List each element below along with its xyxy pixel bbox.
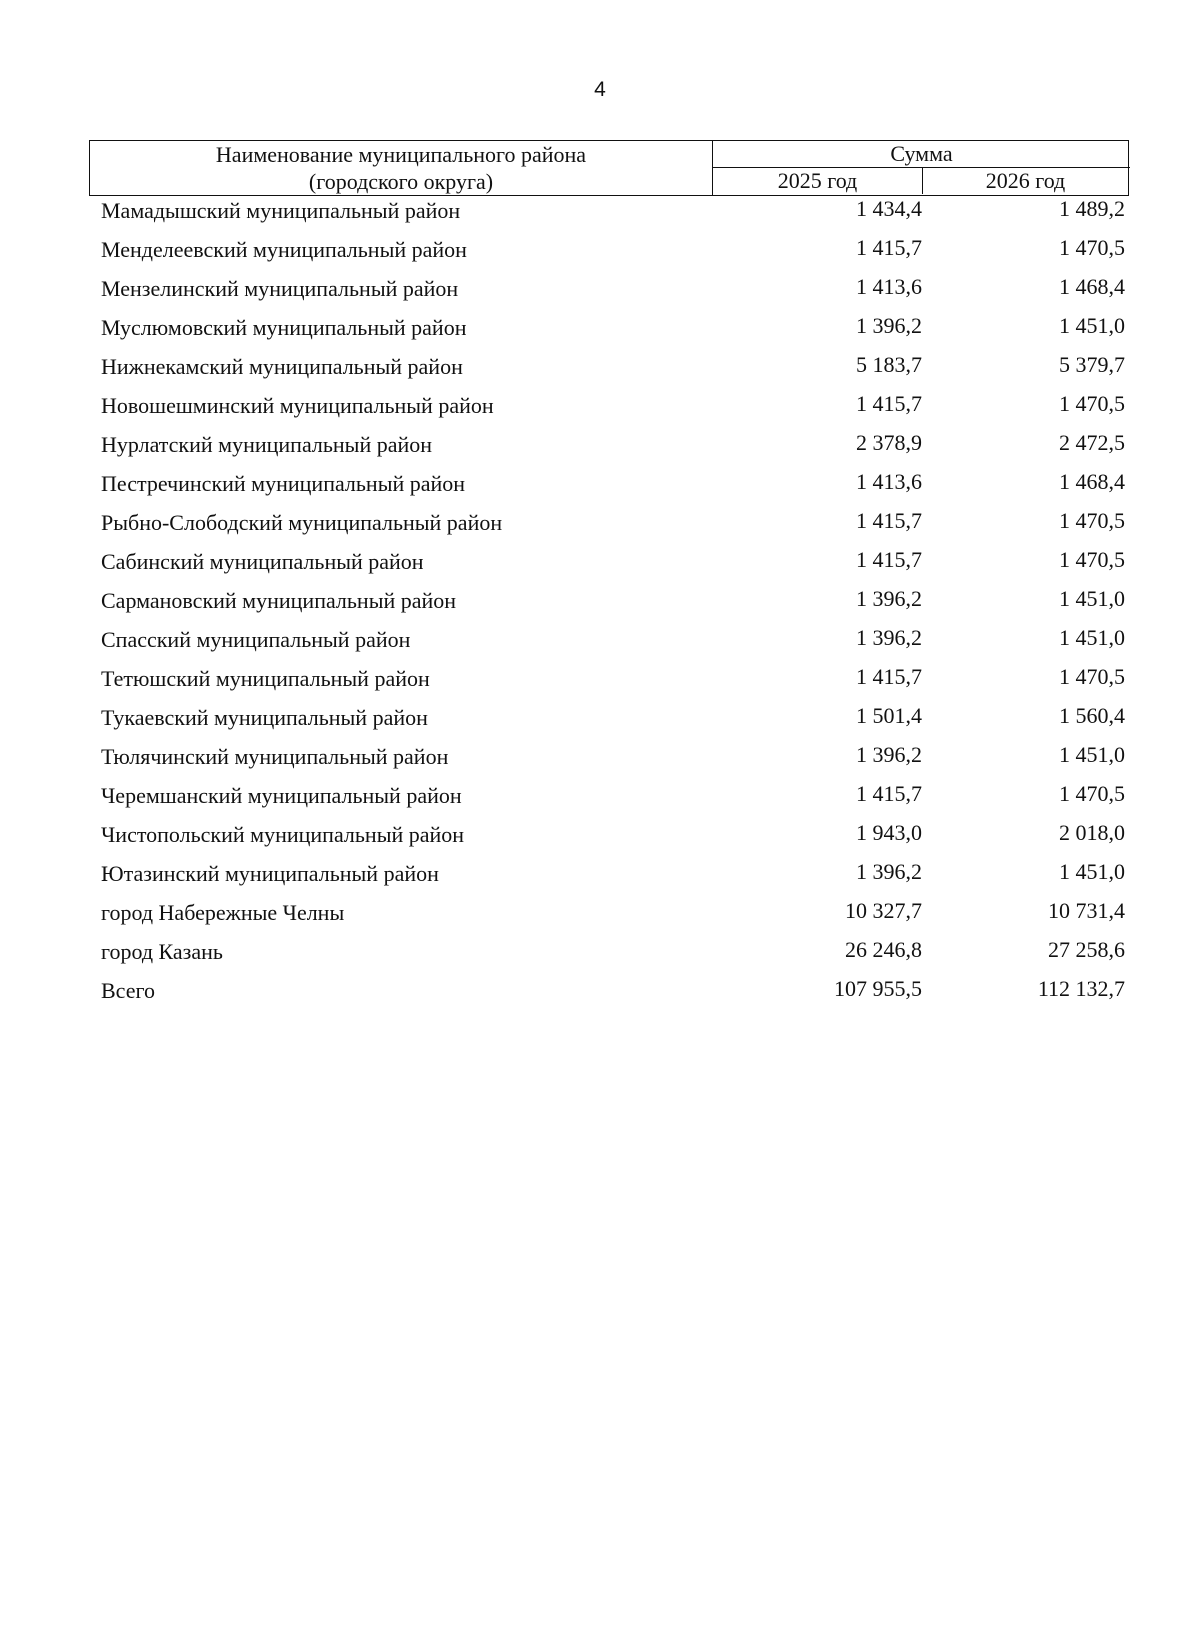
row-name: Тукаевский муниципальный район — [101, 705, 428, 730]
row-value-2026: 1 560,4 — [1059, 703, 1125, 728]
row-name: Сабинский муниципальный район — [101, 549, 424, 574]
row-value-2025: 1 415,7 — [856, 781, 922, 806]
table-row — [0, 820, 1200, 859]
row-value-2026: 2 018,0 — [1059, 820, 1125, 845]
row-value-2026: 2 472,5 — [1059, 430, 1125, 455]
table-row — [0, 781, 1200, 820]
row-value-2025: 1 396,2 — [856, 859, 922, 884]
row-name: Нурлатский муниципальный район — [101, 432, 433, 457]
table-row — [0, 937, 1200, 976]
column-header-name-line2: (городского округа) — [308, 169, 494, 194]
table-row — [0, 352, 1200, 391]
row-value-2025: 10 327,7 — [845, 898, 922, 923]
row-value-2026: 10 731,4 — [1048, 898, 1125, 923]
total-label: Всего — [101, 978, 155, 1003]
row-value-2026: 1 489,2 — [1059, 196, 1125, 221]
table-row — [0, 547, 1200, 586]
row-name: город Казань — [101, 939, 223, 964]
row-value-2026: 1 468,4 — [1059, 274, 1125, 299]
row-value-2025: 1 415,7 — [856, 391, 922, 416]
column-header-sum: Сумма — [713, 141, 1130, 168]
table-row — [0, 274, 1200, 313]
row-value-2025: 1 413,6 — [856, 274, 922, 299]
column-header-name-line1: Наименование муниципального района — [215, 142, 587, 167]
row-value-2025: 1 396,2 — [856, 742, 922, 767]
table-row — [0, 898, 1200, 937]
row-name: Тетюшский муниципальный район — [101, 666, 430, 691]
row-value-2025: 1 434,4 — [856, 196, 922, 221]
table-row — [0, 586, 1200, 625]
row-value-2025: 1 943,0 — [856, 820, 922, 845]
row-value-2026: 27 258,6 — [1048, 937, 1125, 962]
row-value-2025: 1 501,4 — [856, 703, 922, 728]
row-value-2025: 1 415,7 — [856, 664, 922, 689]
row-value-2026: 1 451,0 — [1059, 313, 1125, 338]
row-name: Чистопольский муниципальный район — [101, 822, 465, 847]
table-row — [0, 703, 1200, 742]
row-value-2025: 1 396,2 — [856, 313, 922, 338]
row-name: Рыбно-Слободский муниципальный район — [101, 510, 503, 535]
row-value-2026: 1 470,5 — [1059, 781, 1125, 806]
row-name: Черемшанский муниципальный район — [101, 783, 462, 808]
total-value-2026: 112 132,7 — [1037, 976, 1125, 1001]
row-name: Муслюмовский муниципальный район — [101, 315, 467, 340]
row-value-2025: 1 396,2 — [856, 586, 922, 611]
row-value-2025: 1 415,7 — [856, 547, 922, 572]
column-header-name — [90, 141, 713, 195]
row-value-2025: 5 183,7 — [856, 352, 922, 377]
table-header — [89, 140, 1129, 196]
row-value-2025: 2 378,9 — [856, 430, 922, 455]
row-value-2025: 1 396,2 — [856, 625, 922, 650]
row-name: Тюлячинский муниципальный район — [101, 744, 449, 769]
row-name: Мамадышский муниципальный район — [101, 198, 461, 223]
table-row — [0, 508, 1200, 547]
row-value-2026: 1 470,5 — [1059, 547, 1125, 572]
row-value-2026: 1 451,0 — [1059, 859, 1125, 884]
page-number: 4 — [594, 78, 606, 101]
row-name: Нижнекамский муниципальный район — [101, 354, 463, 379]
row-name: Мензелинский муниципальный район — [101, 276, 459, 301]
row-name: Новошешминский муниципальный район — [101, 393, 494, 418]
row-value-2026: 1 470,5 — [1059, 391, 1125, 416]
row-value-2026: 1 451,0 — [1059, 586, 1125, 611]
row-name: Менделеевский муниципальный район — [101, 237, 467, 262]
row-value-2026: 1 470,5 — [1059, 508, 1125, 533]
table-row — [0, 391, 1200, 430]
row-name: Ютазинский муниципальный район — [101, 861, 439, 886]
total-value-2025: 107 955,5 — [834, 976, 922, 1001]
row-value-2026: 1 451,0 — [1059, 625, 1125, 650]
row-value-2025: 1 415,7 — [856, 508, 922, 533]
table-row — [0, 625, 1200, 664]
table-row — [0, 235, 1200, 274]
row-value-2025: 1 413,6 — [856, 469, 922, 494]
row-name: Сармановский муниципальный район — [101, 588, 457, 613]
row-value-2025: 26 246,8 — [845, 937, 922, 962]
table-row — [0, 430, 1200, 469]
row-value-2026: 1 451,0 — [1059, 742, 1125, 767]
table-row — [0, 742, 1200, 781]
table-row — [0, 664, 1200, 703]
column-header-2026: 2026 год — [985, 168, 1066, 193]
column-header-2025: 2025 год — [713, 168, 923, 194]
row-name: Спасский муниципальный район — [101, 627, 411, 652]
table-row — [0, 469, 1200, 508]
row-value-2026: 1 468,4 — [1059, 469, 1125, 494]
table-row — [0, 196, 1200, 235]
row-value-2026: 5 379,7 — [1059, 352, 1125, 377]
row-name: город Набережные Челны — [101, 900, 345, 925]
table-row — [0, 859, 1200, 898]
row-value-2026: 1 470,5 — [1059, 664, 1125, 689]
table-body — [0, 196, 1200, 1015]
table-row-total — [0, 976, 1200, 1015]
row-value-2026: 1 470,5 — [1059, 235, 1125, 260]
row-name: Пестречинский муниципальный район — [101, 471, 466, 496]
table-row — [0, 313, 1200, 352]
row-value-2025: 1 415,7 — [856, 235, 922, 260]
